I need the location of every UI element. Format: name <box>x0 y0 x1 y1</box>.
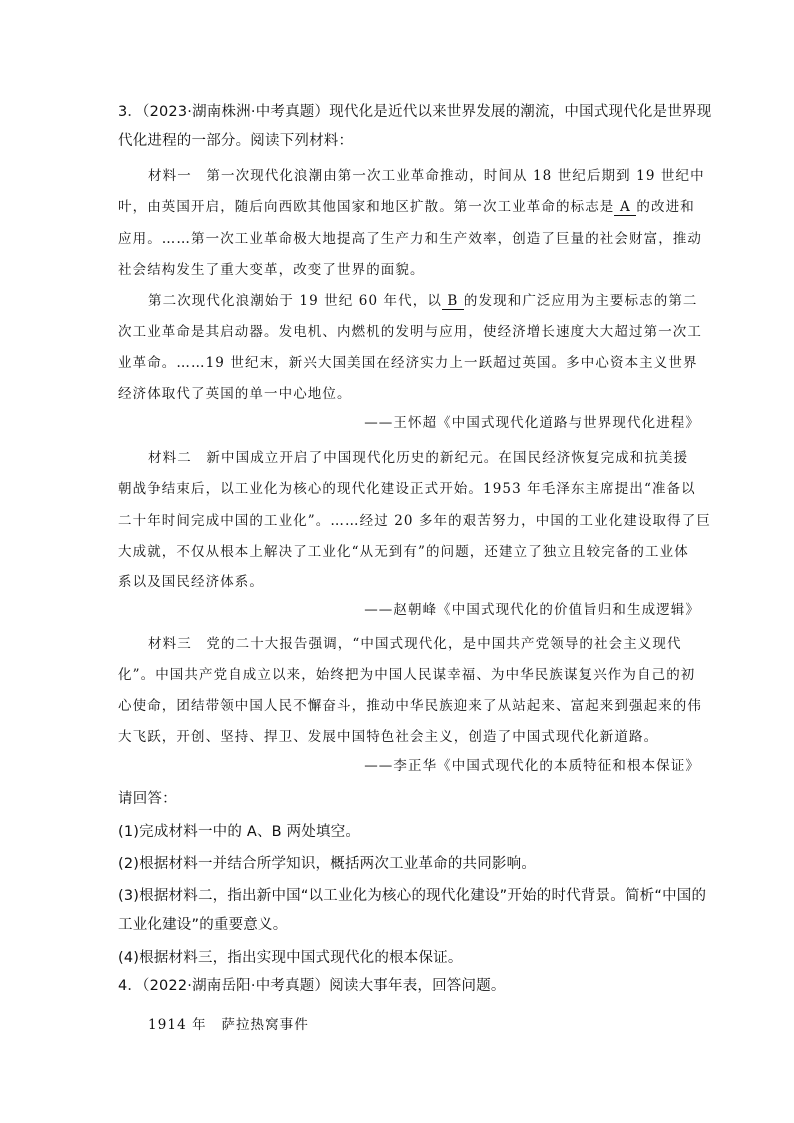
sub-question-2: (2)根据材料一并结合所学知识，概括两次工业革命的共同影响。 <box>118 856 537 872</box>
material-1-source: ——王怀超《中国式现代化道路与世界现代化进程》 <box>364 415 700 431</box>
material-1-line-8: 经济体取代了英国的单一中心地位。 <box>118 386 352 402</box>
sub-question-3-line-2: 工业化建设”的重要意义。 <box>118 917 288 933</box>
material-2-line-5: 系以及国民经济体系。 <box>118 574 264 590</box>
material-2-line-3: 二十年时间完成中国的工业化”。……经过 20 多年的艰苦努力，中国的工业化建设取得了巨 <box>118 513 711 529</box>
question-4-stem: 4．（2022·湖南岳阳·中考真题）阅读大事年表，回答问题。 <box>118 978 506 994</box>
sub-question-4: (4)根据材料三，指出实现中国式现代化的根本保证。 <box>118 950 463 966</box>
sub-question-1: (1)完成材料一中的 A、B 两处填空。 <box>118 824 361 840</box>
question-3-stem-line-1: 3．（2023·湖南株洲·中考真题）现代化是近代以来世界发展的潮流，中国式现代化是世界现 <box>118 104 712 120</box>
material-1-line-3: 应用。……第一次工业革命极大地提高了生产力和生产效率，创造了巨量的社会财富，推动 <box>118 231 702 247</box>
material-2-line-2: 朝战争结束后，以工业化为核心的现代化建设正式开始。1953 年毛泽东主席提出“准备以 <box>118 481 696 497</box>
material-3-line-3: 心使命，团结带领中国人民不懈奋斗，推动中华民族迎来了从站起来、富起来到强起来的伟 <box>118 698 702 714</box>
material-3-source: ——李正华《中国式现代化的本质特征和根本保证》 <box>364 758 700 774</box>
material-2-line-1: 材料二 新中国成立开启了中国现代化历史的新纪元。在国民经济恢复完成和抗美援 <box>148 450 689 466</box>
question-3-stem-line-2: 代化进程的一部分。阅读下列材料： <box>118 133 354 149</box>
material-3-line-4: 大飞跃，开创、坚持、捍卫、发展中国特色社会主义，创造了中国式现代化新道路。 <box>118 729 659 745</box>
material-2-line-4: 大成就，不仅从根本上解决了工业化“从无到有”的问题，还建立了独立且较完备的工业体 <box>118 544 689 560</box>
material-1-line-2-text: 叶，由英国开启，随后向西欧其他国家和地区扩散。第一次工业革命的标志是 <box>118 199 615 215</box>
timeline-row-1914: 1914 年 萨拉热窝事件 <box>148 1017 309 1033</box>
answer-prompt: 请回答： <box>118 791 177 807</box>
material-3-line-1: 材料三 党的二十大报告强调，“中国式现代化，是中国共产党领导的社会主义现代 <box>148 636 682 652</box>
material-1-line-2 <box>118 197 698 217</box>
sub-question-3-line-1: (3)根据材料二，指出新中国“以工业化为核心的现代化建设”开始的时代背景。简析“中国的 <box>118 888 707 904</box>
material-2-source: ——赵朝峰《中国式现代化的价值旨归和生成逻辑》 <box>364 602 700 618</box>
material-1-line-1: 材料一 第一次现代化浪潮由第一次工业革命推动，时间从 18 世纪后期到 19 世纪中 <box>148 168 705 184</box>
blank-a: A <box>614 199 636 216</box>
material-1-line-4: 社会结构发生了重大变革，改变了世界的面貌。 <box>118 262 425 278</box>
material-1-line-5-text: 第二次现代化浪潮始于 19 世纪 60 年代，以 <box>148 293 442 309</box>
material-3-line-2: 化”。中国共产党自成立以来，始终把为中国人民谋幸福、为中华民族谋复兴作为自己的初 <box>118 667 696 683</box>
material-1-line-5-tail: 的发现和广泛应用为主要标志的第二 <box>463 293 698 309</box>
material-1-line-6: 次工业革命是其启动器。发电机、内燃机的发明与应用，使经济增长速度大大超过第一次工 <box>118 324 702 340</box>
material-1-line-5 <box>148 291 698 311</box>
material-1-line-2-tail: 的改进和 <box>636 199 695 215</box>
blank-b: B <box>442 293 464 310</box>
material-1-line-7: 业革命。……19 世纪末，新兴大国美国在经济实力上一跃超过英国。多中心资本主义世界 <box>118 355 698 371</box>
